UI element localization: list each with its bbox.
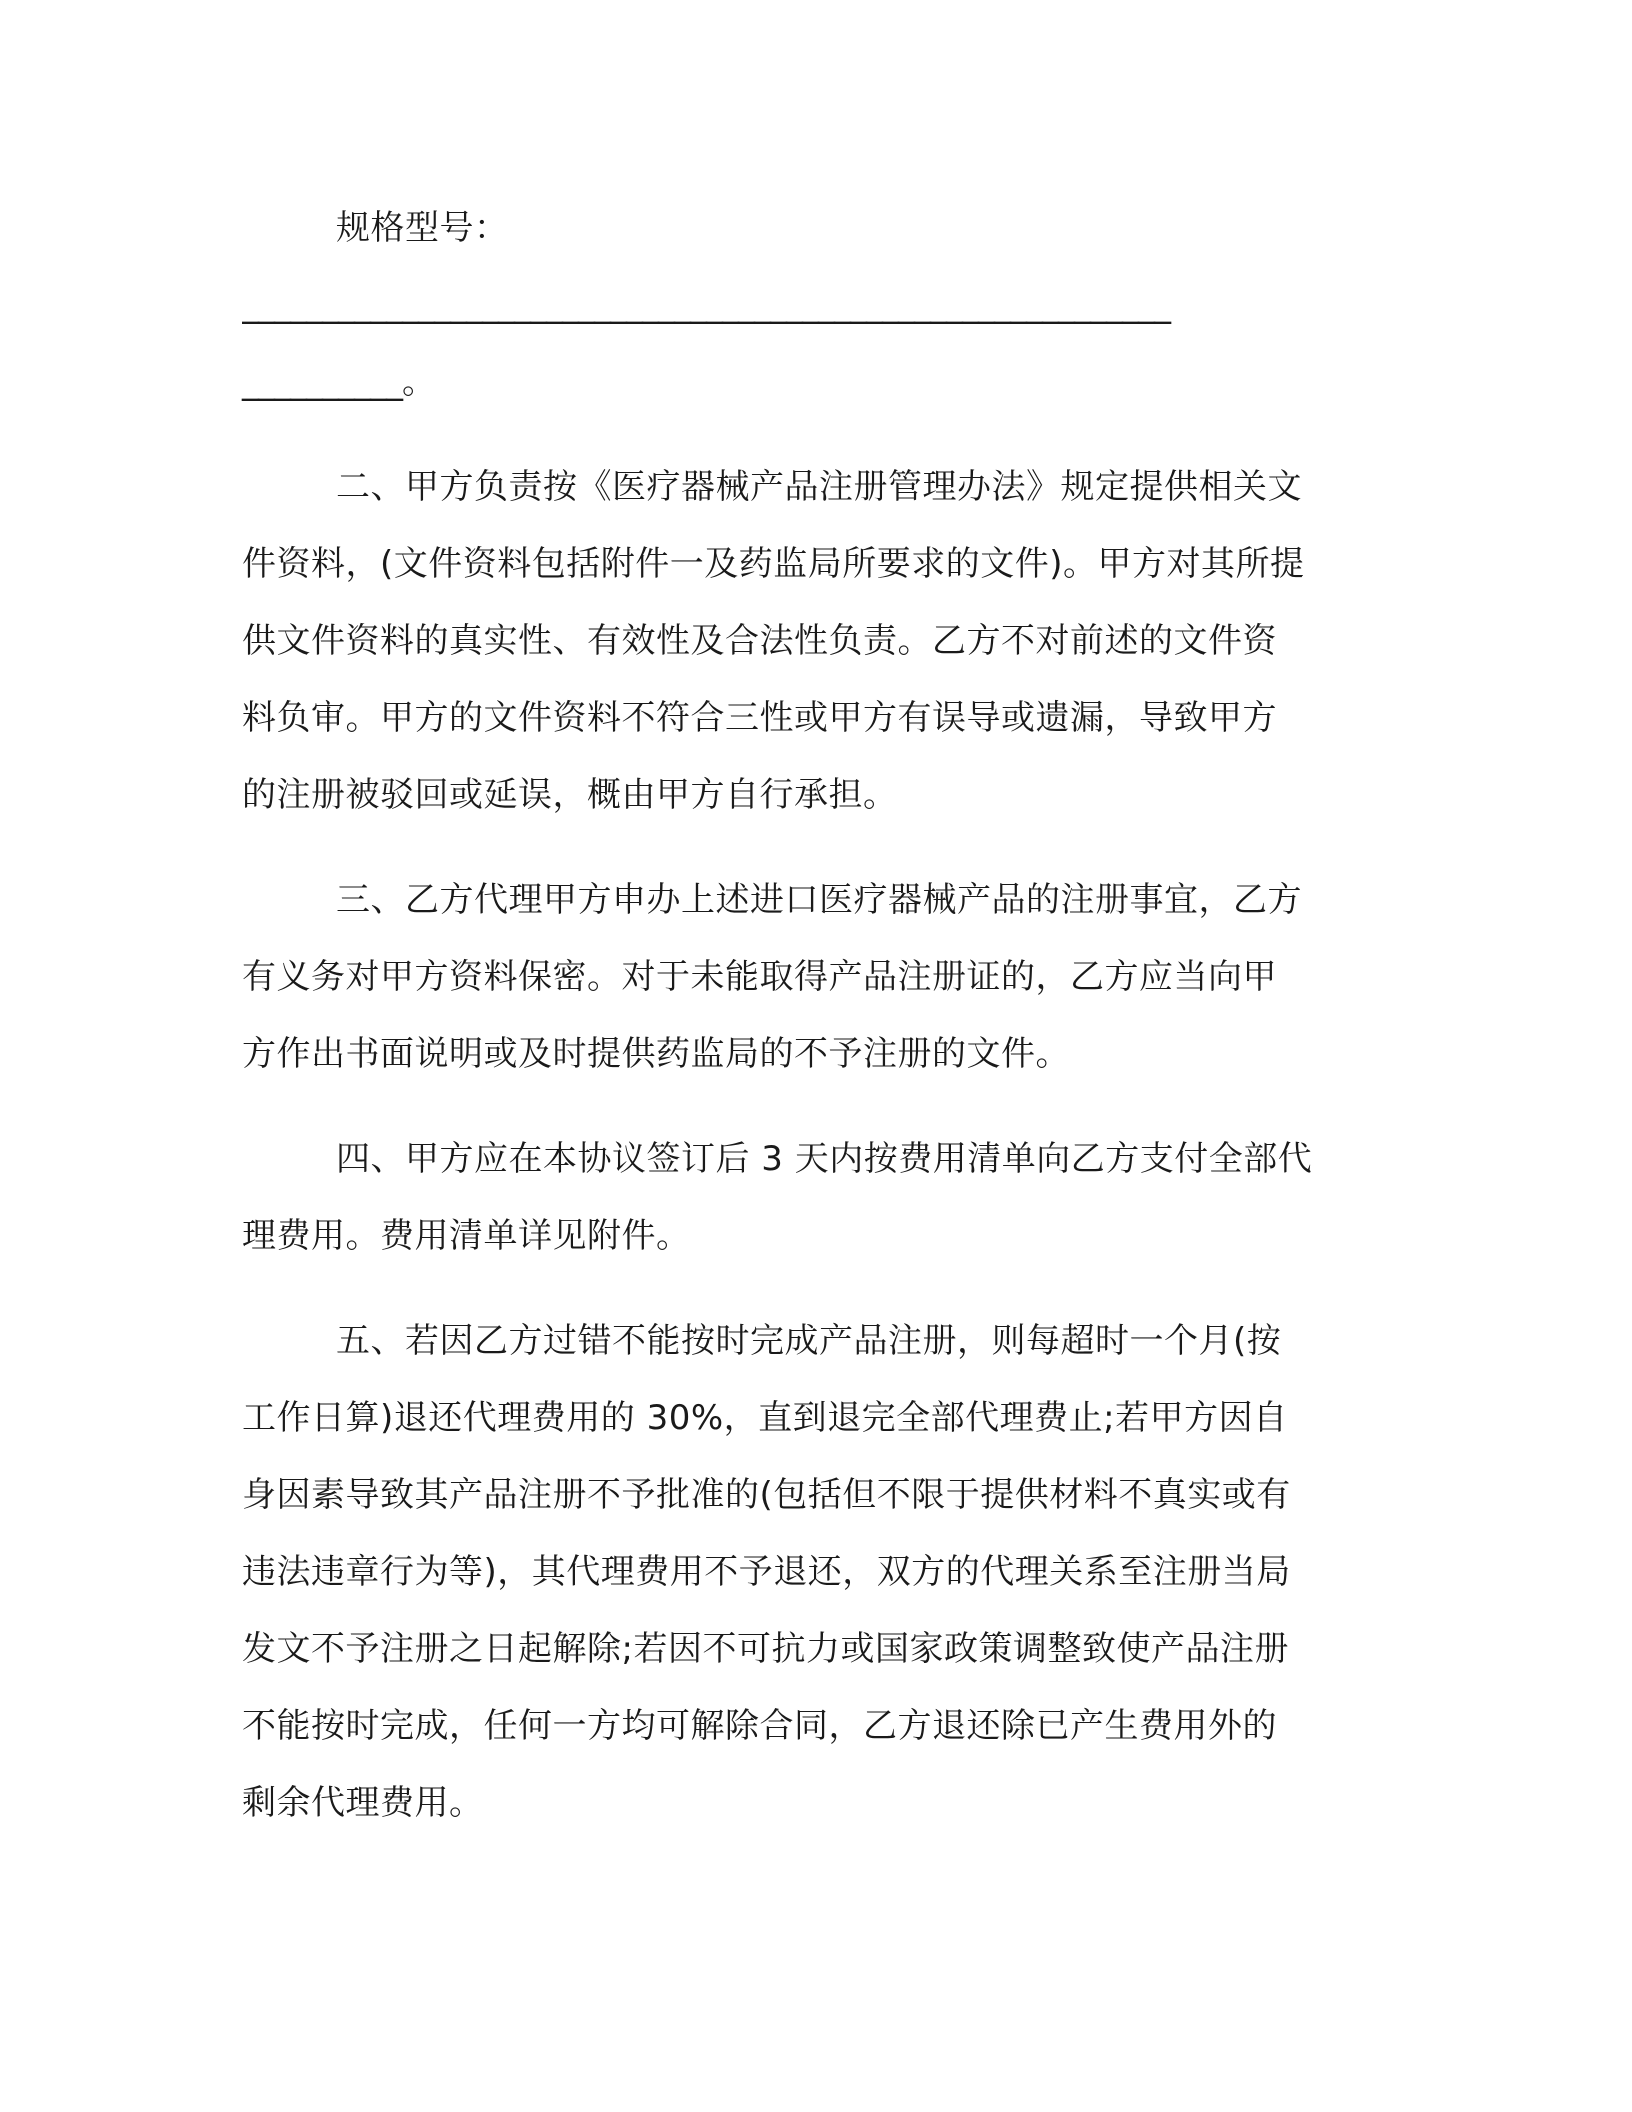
clause-4-line: 理费用。费用清单详见附件。 xyxy=(242,1216,691,1256)
clause-2 xyxy=(242,449,1382,834)
clause-2-line: 件资料，(文件资料包括附件一及药监局所要求的文件)。甲方对其所提 xyxy=(242,544,1305,584)
clause-2-line: 二、甲方负责按《医疗器械产品注册管理办法》规定提供相关文 xyxy=(336,467,1302,507)
clause-5 xyxy=(242,1303,1382,1842)
spec-blank-line: __________________________________________________________ xyxy=(242,285,1170,325)
clause-2-line: 的注册被驳回或延误，概由甲方自行承担。 xyxy=(242,775,898,815)
spec-label: 规格型号： xyxy=(336,208,509,248)
clause-5-line: 工作日算)退还代理费用的 30%，直到退完全部代理费止;若甲方因自 xyxy=(242,1398,1288,1438)
clause-3 xyxy=(242,862,1382,1093)
clause-3-line: 有义务对甲方资料保密。对于未能取得产品注册证的，乙方应当向甲 xyxy=(242,957,1277,997)
clause-3-line: 方作出书面说明或及时提供药监局的不予注册的文件。 xyxy=(242,1034,1070,1074)
document-body xyxy=(242,190,1382,1842)
clause-5-line: 五、若因乙方过错不能按时完成产品注册，则每超时一个月(按 xyxy=(336,1321,1282,1361)
clause-2-line: 料负审。甲方的文件资料不符合三性或甲方有误导或遗漏，导致甲方 xyxy=(242,698,1277,738)
clause-5-line: 违法违章行为等)，其代理费用不予退还，双方的代理关系至注册当局 xyxy=(242,1552,1291,1592)
clause-4-line: 四、甲方应在本协议签订后 3 天内按费用清单向乙方支付全部代 xyxy=(336,1139,1313,1179)
clause-3-line: 三、乙方代理甲方申办上述进口医疗器械产品的注册事宜，乙方 xyxy=(336,880,1302,920)
clause-5-line: 剩余代理费用。 xyxy=(242,1783,484,1823)
clause-2-line: 供文件资料的真实性、有效性及合法性负责。乙方不对前述的文件资 xyxy=(242,621,1277,661)
clause-5-line: 不能按时完成，任何一方均可解除合同，乙方退还除已产生费用外的 xyxy=(242,1706,1277,1746)
spec-blank-line-end: __________。 xyxy=(242,362,435,402)
clause-5-line: 身因素导致其产品注册不予批准的(包括但不限于提供材料不真实或有 xyxy=(242,1475,1291,1515)
clause-5-line: 发文不予注册之日起解除;若因不可抗力或国家政策调整致使产品注册 xyxy=(242,1629,1289,1669)
clause-4 xyxy=(242,1121,1382,1275)
